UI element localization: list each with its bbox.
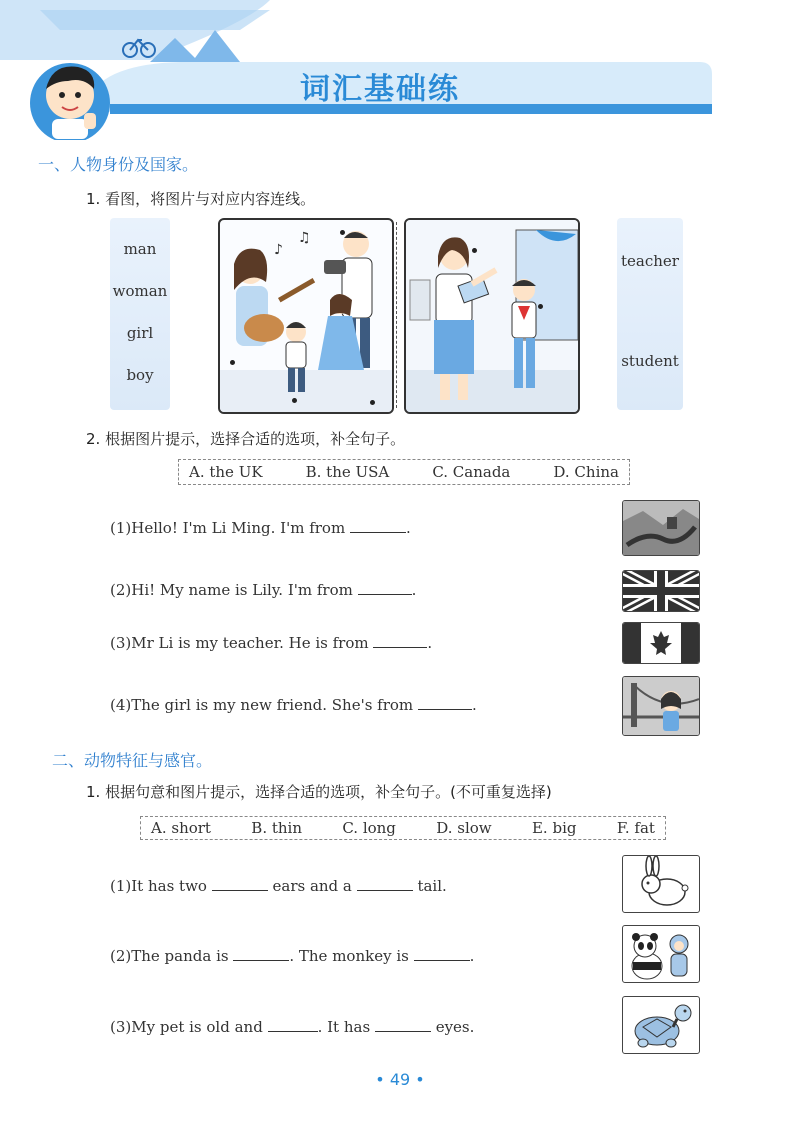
option-d: D. slow [436, 819, 492, 837]
svg-text:♫: ♫ [298, 230, 311, 246]
word-teacher: teacher [621, 252, 679, 270]
answer-blank[interactable] [357, 876, 413, 891]
option-e: E. big [531, 819, 577, 837]
animal-sentence-2: (2)The panda is . The monkey is . [110, 947, 475, 965]
answer-blank[interactable] [268, 1017, 318, 1032]
option-a: A. the UK [189, 463, 263, 481]
option-b: B. thin [251, 819, 303, 837]
answer-blank[interactable] [373, 633, 427, 648]
answer-blank[interactable] [233, 946, 289, 961]
country-options-box [178, 459, 630, 485]
boy-thumbs-up-illustration [18, 55, 118, 140]
canada-flag-icon [622, 622, 700, 664]
sentence-3: (3)Mr Li is my teacher. He is from . [110, 634, 433, 652]
word-boy: boy [126, 366, 154, 384]
sentence-2: (2)Hi! My name is Lily. I'm from . [110, 581, 417, 599]
option-b: B. the USA [305, 463, 390, 481]
sentence-4: (4)The girl is my new friend. She's from . [110, 696, 477, 714]
page-number: • 49 • [375, 1070, 425, 1089]
left-word-column [110, 218, 170, 410]
option-c: C. long [342, 819, 396, 837]
word-woman: woman [112, 282, 168, 300]
right-word-column [617, 218, 683, 410]
animal-sentence-1: (1)It has two ears and a tail. [110, 877, 447, 895]
section-2-title: 二、动物特征与感官。 [52, 751, 213, 770]
adjective-options-box [140, 816, 666, 840]
answer-blank[interactable] [358, 580, 412, 595]
rabbit-icon [622, 855, 700, 913]
answer-blank[interactable] [414, 946, 470, 961]
answer-blank[interactable] [212, 876, 268, 891]
question-2-1-title: 1. 根据句意和图片提示，选择合适的选项，补全句子。(不可重复选择) [86, 783, 552, 801]
word-man: man [123, 240, 157, 258]
word-student: student [621, 352, 679, 370]
great-wall-icon [622, 500, 700, 556]
family-music-illustration [218, 218, 394, 414]
sentence-1: (1)Hello! I'm Li Ming. I'm from . [110, 519, 411, 537]
animal-sentence-3: (3)My pet is old and . It has eyes. [110, 1018, 475, 1036]
answer-blank[interactable] [350, 518, 406, 533]
svg-text:♪: ♪ [274, 242, 283, 258]
uk-flag-icon [622, 570, 700, 612]
option-d: D. China [553, 463, 619, 481]
page-title: 词汇基础练 [300, 72, 460, 107]
panda-monkey-icon [622, 925, 700, 983]
picture-divider [396, 222, 397, 408]
option-a: A. short [151, 819, 211, 837]
section-1-title: 一、人物身份及国家。 [38, 155, 199, 174]
word-girl: girl [126, 324, 154, 342]
option-f: F. fat [616, 819, 655, 837]
question-1-1-title: 1. 看图，将图片与对应内容连线。 [86, 190, 316, 208]
question-1-2-title: 2. 根据图片提示，选择合适的选项，补全句子。 [86, 430, 406, 448]
answer-blank[interactable] [418, 695, 472, 710]
golden-gate-bridge-icon [622, 676, 700, 736]
answer-blank[interactable] [375, 1017, 431, 1032]
teacher-student-illustration [404, 218, 580, 414]
tortoise-icon [622, 996, 700, 1054]
option-c: C. Canada [432, 463, 511, 481]
